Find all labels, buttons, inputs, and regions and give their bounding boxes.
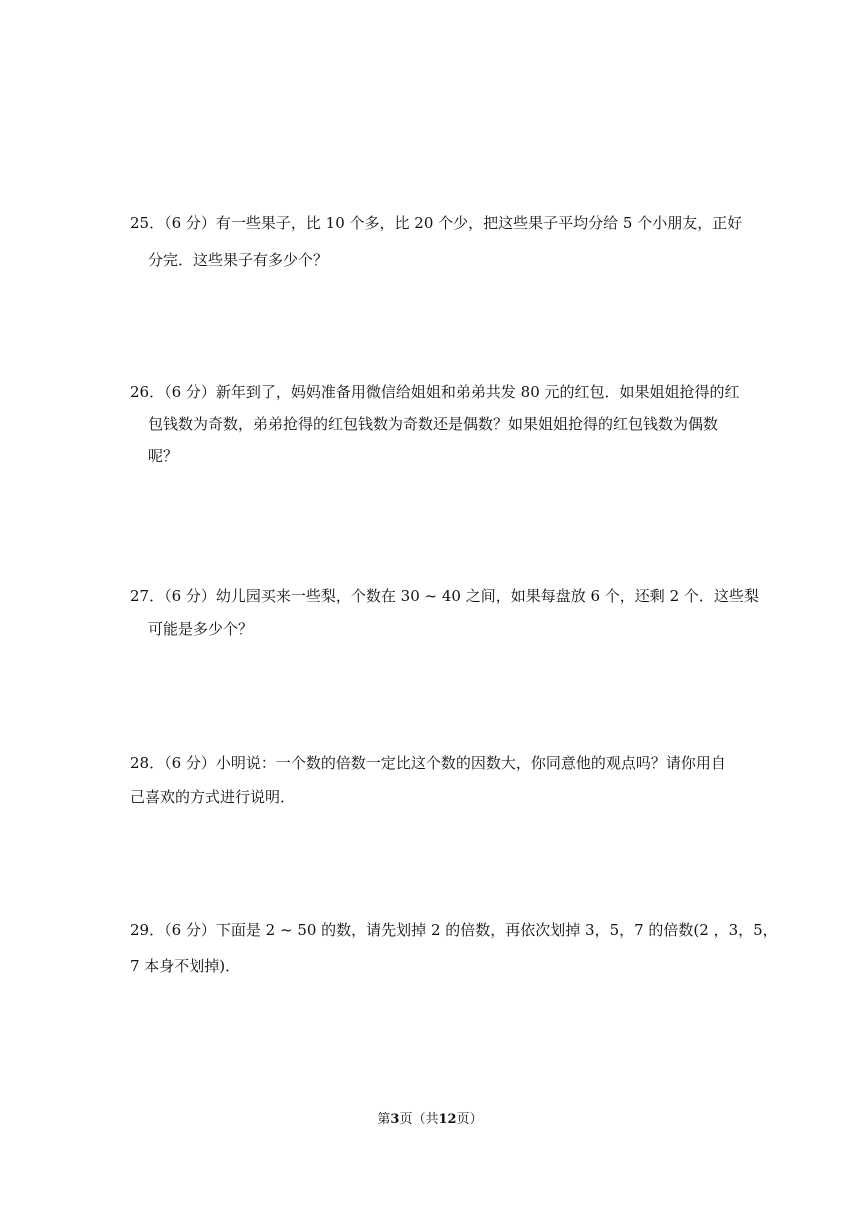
problem-line: 26．（6 分）新年到了，妈妈准备用微信给姐姐和弟弟共发 80 元的红包．如果姐姐抢得的红 — [130, 383, 740, 401]
page-footer — [0, 1111, 860, 1129]
problem-line: 27．（6 分）幼儿园买来一些梨，个数在 30 ~ 40 之间，如果每盘放 6 个，还剩 2 个．这些梨 — [130, 587, 759, 605]
problem-line: 呢？ — [148, 447, 179, 465]
problem-26 — [130, 382, 740, 466]
problem-27 — [130, 586, 759, 639]
total-page-count: 12 — [438, 1112, 457, 1127]
footer-middle: 页（共 — [399, 1112, 439, 1127]
current-page-number: 3 — [390, 1112, 400, 1127]
problem-line: 己喜欢的方式进行说明． — [130, 788, 296, 806]
problem-line: 28．（6 分）小明说：一个数的倍数一定比这个数的因数大，你同意他的观点吗？请你用自 — [130, 754, 726, 772]
problem-line: 可能是多少个？ — [148, 620, 254, 638]
footer-suffix: 页） — [456, 1112, 483, 1127]
problem-line: 7 本身不划掉)． — [130, 957, 241, 975]
problem-line: 分完．这些果子有多少个？ — [148, 251, 329, 269]
problem-29 — [130, 920, 778, 976]
problem-28 — [130, 753, 730, 807]
footer-prefix: 第 — [377, 1112, 391, 1127]
problem-25 — [130, 213, 743, 270]
problem-line: 29．（6 分）下面是 2 ~ 50 的数，请先划掉 2 的倍数，再依次划掉 3，5，7 的倍数(2 ，3，5， — [130, 921, 778, 939]
problem-line: 25．（6 分）有一些果子，比 10 个多，比 20 个少，把这些果子平均分给 5 个小朋友，正好 — [130, 214, 743, 232]
problem-line: 包钱数为奇数，弟弟抢得的红包钱数为奇数还是偶数？如果姐姐抢得的红包钱数为偶数 — [148, 415, 719, 433]
